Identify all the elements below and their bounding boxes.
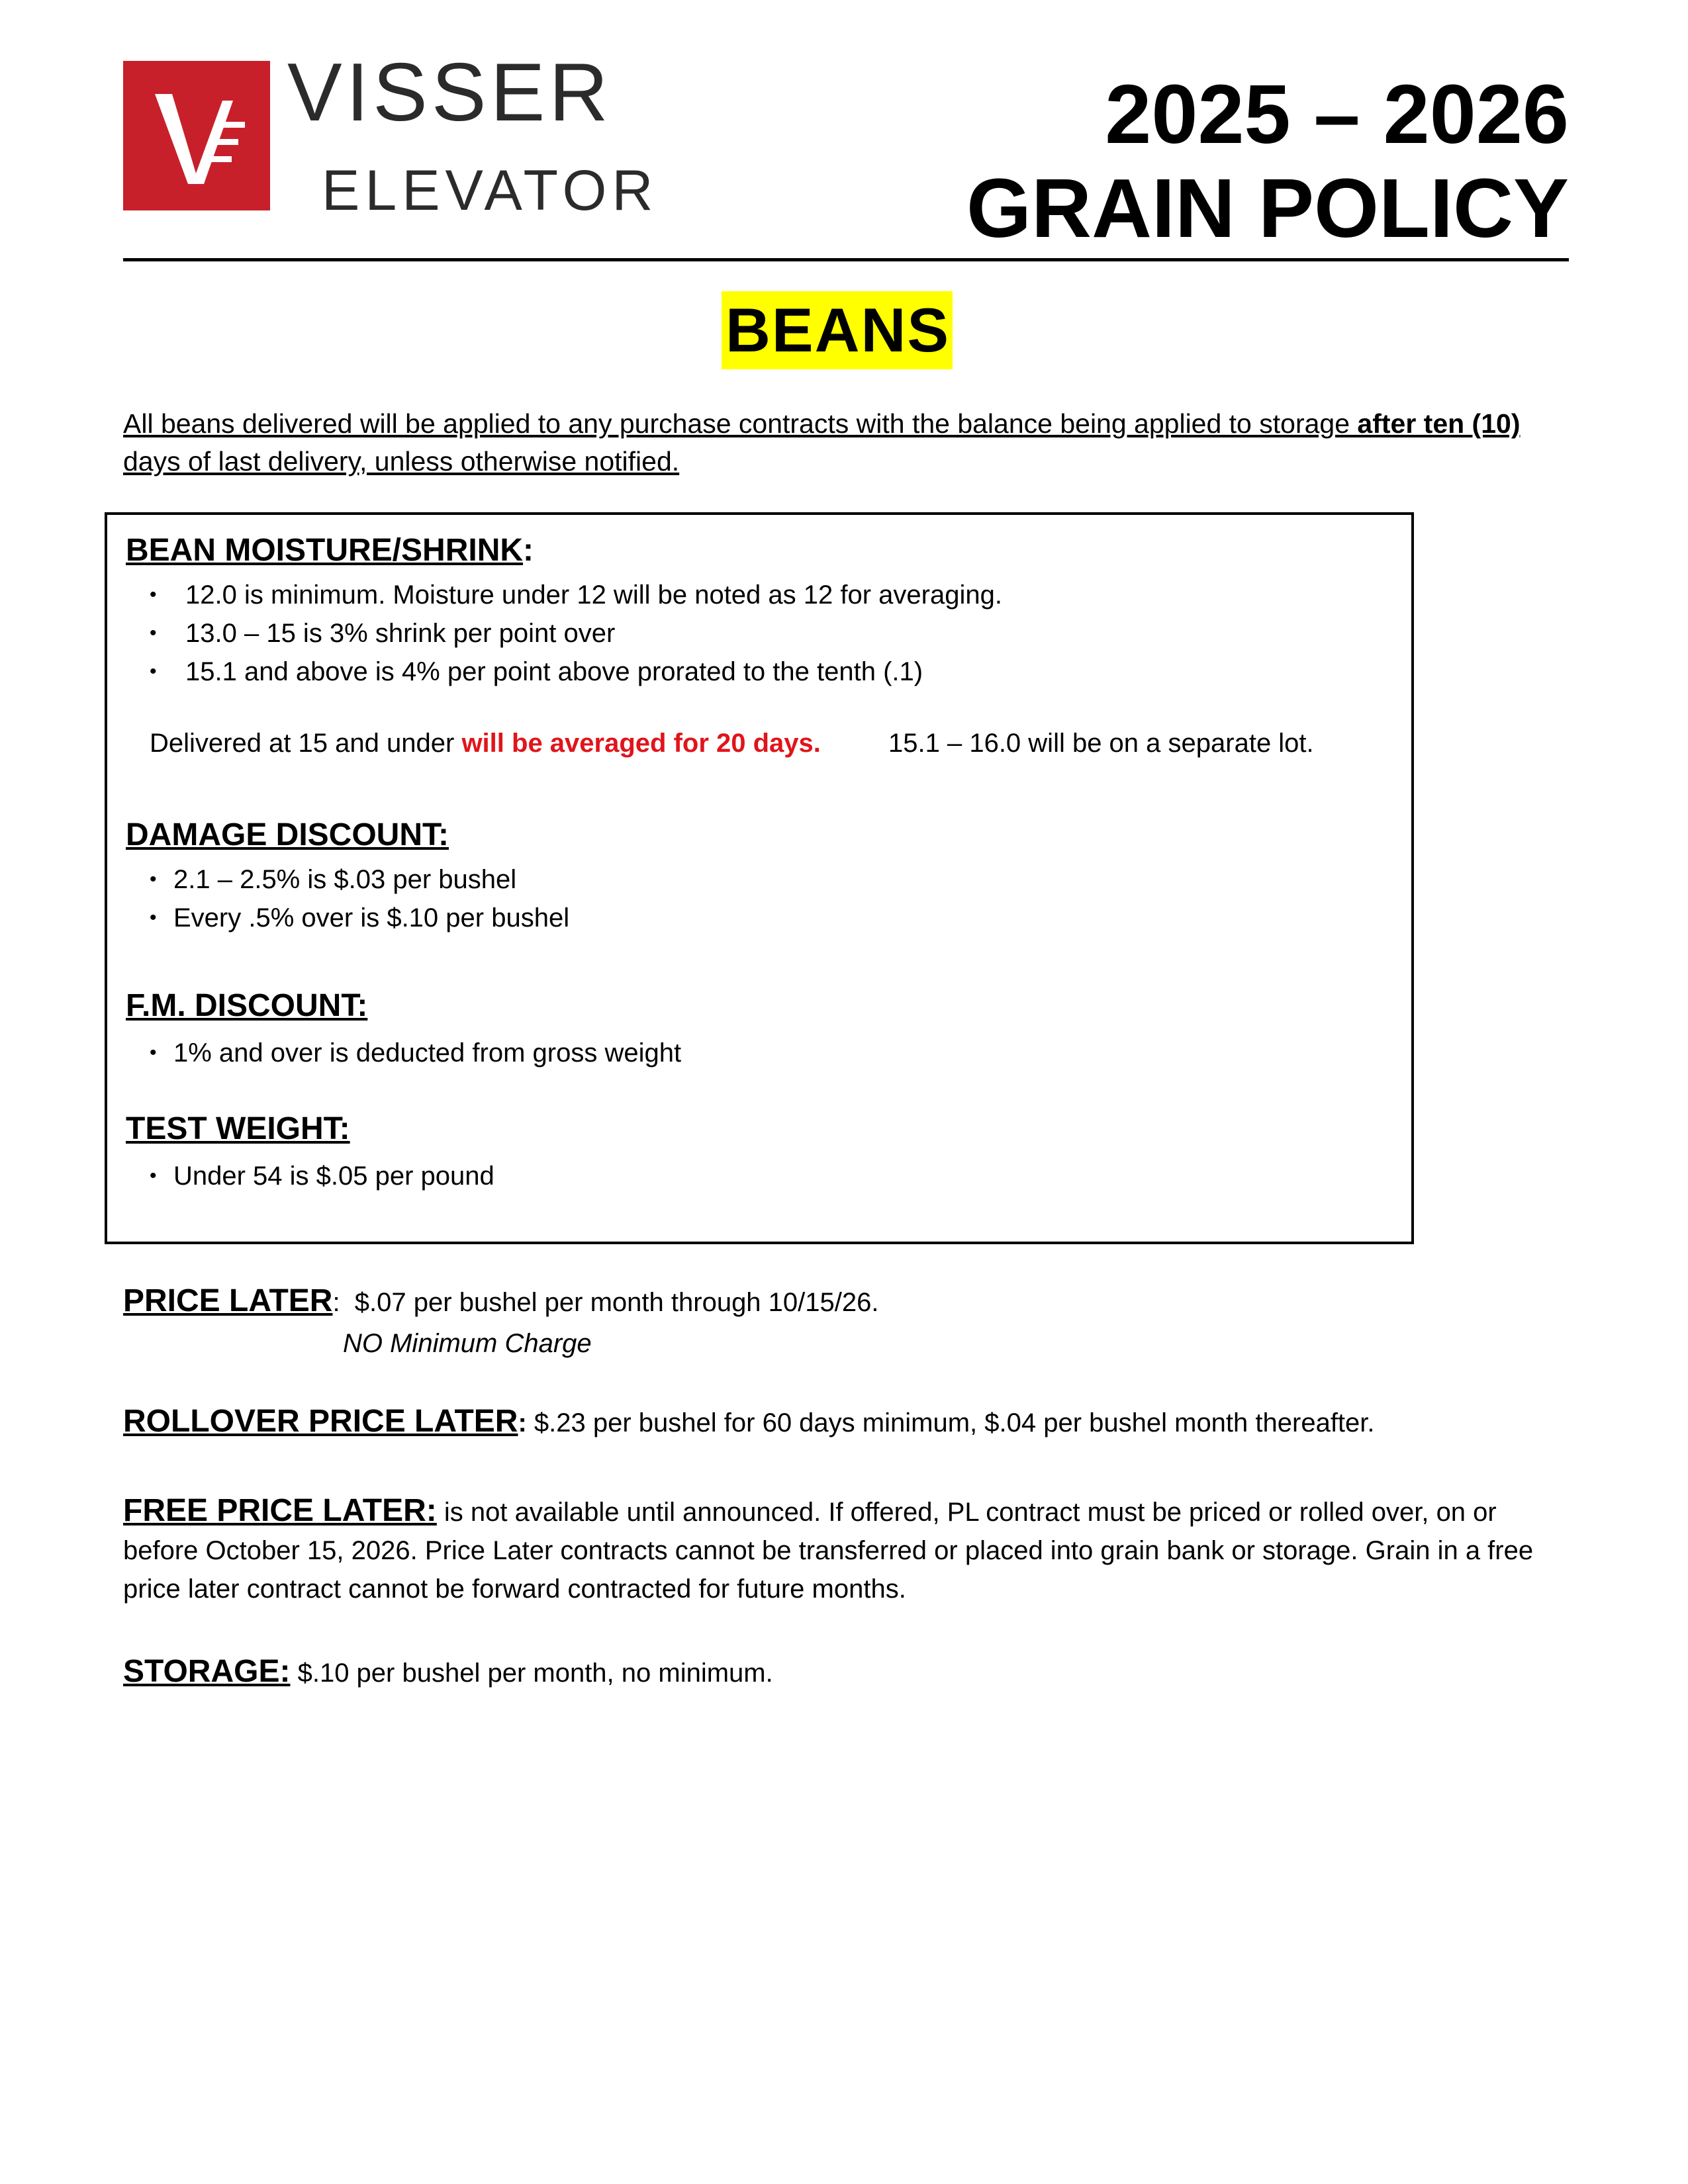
bullet-icon: •: [150, 660, 157, 682]
list-item: [150, 1157, 494, 1195]
price-later-text: $.07 per bushel per month through 10/15/26.: [340, 1288, 879, 1317]
free-price-later-label: FREE PRICE LATER:: [123, 1493, 437, 1528]
bullet-icon: •: [150, 584, 157, 606]
price-later-note: NO Minimum Charge: [343, 1329, 592, 1358]
list-item-text: 1% and over is deducted from gross weight: [173, 1038, 682, 1068]
price-later-policy: [123, 1285, 878, 1317]
list-item-text: 12.0 is minimum. Moisture under 12 will be noted as 12 for averaging.: [185, 580, 1002, 610]
fm-list: [150, 1034, 682, 1072]
damage-heading: DAMAGE DISCOUNT:: [126, 817, 449, 852]
free-price-later-text: is not available until announced. If offered, PL contract must be priced or rolled over, on or before October 15, 2026. Price Later contracts cannot be transferred or placed into grain bank or storage. Grain in a free price later contract cannot be forward contracted for future months.: [123, 1498, 1534, 1604]
price-later-separator: :: [332, 1288, 340, 1317]
bullet-icon: •: [150, 1165, 157, 1187]
brand-name-line1: VISSER: [287, 47, 612, 138]
moisture-averaging-note: [150, 730, 821, 756]
list-item: [150, 576, 1002, 614]
note-highlight: will be averaged for 20 days.: [461, 729, 821, 758]
bullet-icon: •: [150, 622, 157, 644]
list-item: [150, 860, 569, 899]
storage-text: $.10 per bushel per month, no minimum.: [290, 1659, 773, 1688]
product-title: BEANS: [722, 291, 953, 369]
list-item-text: 15.1 and above is 4% per point above prorated to the tenth (.1): [185, 657, 923, 686]
intro-bold-text: after ten (10): [1357, 408, 1521, 439]
bullet-icon: •: [150, 1042, 157, 1064]
brand-name-line2: ELEVATOR: [322, 159, 659, 222]
list-item-text: Every .5% over is $.10 per bushel: [173, 903, 570, 933]
header-divider: [123, 258, 1569, 261]
list-item-text: Under 54 is $.05 per pound: [173, 1161, 494, 1191]
fm-heading: F.M. DISCOUNT:: [126, 988, 368, 1023]
bullet-icon: •: [150, 907, 157, 929]
moisture-heading: [126, 535, 534, 567]
test-weight-heading: TEST WEIGHT:: [126, 1111, 350, 1146]
rollover-label: ROLLOVER PRICE LATER: [123, 1404, 518, 1439]
list-item: [150, 653, 1002, 691]
price-later-label: PRICE LATER: [123, 1283, 333, 1318]
list-item: [150, 614, 1002, 653]
list-item: [150, 899, 570, 937]
page-title: GRAIN POLICY: [966, 161, 1569, 255]
intro-text-end: days of last delivery, unless otherwise notified.: [123, 446, 680, 477]
intro-text: All beans delivered will be applied to any purchase contracts with the balance being applied to storage: [123, 408, 1358, 439]
list-item-text: 2.1 – 2.5% is $.03 per bushel: [173, 865, 517, 894]
rollover-separator: :: [518, 1408, 527, 1437]
bullet-icon: •: [150, 868, 157, 890]
intro-paragraph: [123, 405, 1569, 480]
list-item: [150, 1034, 682, 1072]
rollover-text: $.23 per bushel for 60 days minimum, $.04 per bushel month thereafter.: [526, 1408, 1375, 1437]
visser-v-logo-icon: [123, 61, 270, 210]
test-weight-list: [150, 1157, 494, 1195]
storage-label: STORAGE:: [123, 1654, 291, 1689]
rollover-policy: [123, 1406, 1375, 1437]
moisture-list: [150, 576, 1002, 691]
free-price-later-policy: [123, 1492, 1569, 1608]
damage-list: [150, 860, 570, 937]
moisture-lot-note: 15.1 – 16.0 will be on a separate lot.: [888, 729, 1314, 758]
moisture-heading-colon: :: [523, 533, 534, 568]
policy-years: 2025 – 2026: [1105, 68, 1569, 161]
list-item-text: 13.0 – 15 is 3% shrink per point over: [185, 619, 616, 648]
note-prefix: Delivered at 15 and under: [150, 729, 462, 758]
storage-policy: [123, 1656, 773, 1688]
moisture-heading-text: BEAN MOISTURE/SHRINK: [126, 533, 524, 568]
